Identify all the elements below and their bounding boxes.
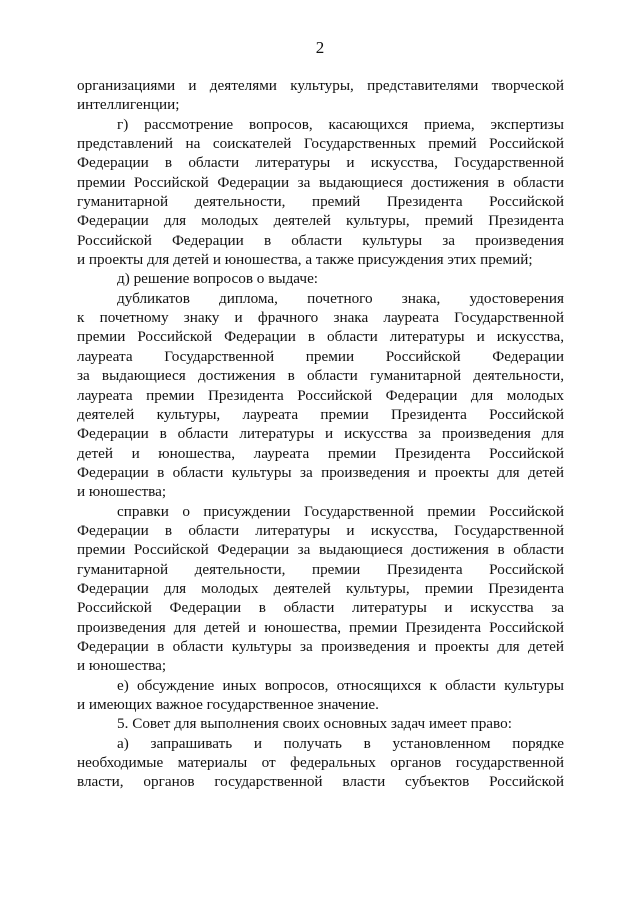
text-line: к почетному знаку и фрачного знака лауреата Государственной: [77, 309, 564, 327]
text-line: и юношества;: [77, 483, 167, 501]
text-line: 5. Совет для выполнения своих основных задач имеет право:: [117, 715, 512, 733]
text-line: д) решение вопросов о выдаче:: [117, 270, 319, 288]
text-line: интеллигенции;: [77, 96, 180, 114]
text-line: Федерации в области культуры за произведения и проекты для детей: [77, 463, 564, 481]
text-line: гуманитарной деятельности, премий Президента Российской: [77, 193, 564, 211]
text-line: необходимые материалы от федеральных органов государственной: [77, 754, 564, 772]
text-line: дубликатов диплома, почетного знака, удостоверения: [117, 289, 564, 307]
text-line: произведения для детей и юношества, премии Президента Российской: [77, 618, 564, 636]
text-line: а) запрашивать и получать в установленном порядке: [117, 734, 564, 752]
text-line: и юношества;: [77, 657, 167, 675]
text-line: и проекты для детей и юношества, а также присуждения этих премий;: [77, 251, 533, 269]
text-line: премии Российской Федерации за выдающиеся достижения в области: [77, 541, 564, 559]
text-line: Федерации в области культуры за произведения и проекты для детей: [77, 637, 564, 655]
text-line: и имеющих важное государственное значение.: [77, 696, 379, 713]
text-line: Федерации для молодых деятелей культуры, премий Президента: [77, 212, 564, 230]
text-line: за выдающиеся достижения в области гуманитарной деятельности,: [77, 367, 564, 385]
text-line: Российской Федерации в области культуры за произведения: [77, 231, 564, 249]
document-body: [77, 76, 564, 792]
text-line: представлений на соискателей Государственных премий Российской: [77, 135, 564, 153]
text-line: организациями и деятелями культуры, представителями творческой: [77, 77, 564, 94]
text-line: премии Российской Федерации за выдающиеся достижения в области: [77, 173, 564, 191]
text-line: Российской Федерации в области литературы и искусства за: [77, 599, 564, 617]
page-number: 2: [315, 38, 325, 57]
text-line: Федерации для молодых деятелей культуры, премии Президента: [77, 579, 564, 597]
text-line: лауреата Государственной премии Российской Федерации: [77, 347, 564, 365]
text-line: Федерации в области литературы и искусства, Государственной: [77, 521, 564, 539]
text-line: е) обсуждение иных вопросов, относящихся к области культуры: [117, 676, 564, 694]
text-line: справки о присуждении Государственной премии Российской: [117, 502, 564, 520]
text-line: лауреата премии Президента Российской Федерации для молодых: [77, 386, 564, 404]
text-line: детей и юношества, лауреата премии Президента Российской: [77, 444, 564, 462]
text-line: г) рассмотрение вопросов, касающихся приема, экспертизы: [117, 115, 564, 133]
text-line: власти, органов государственной власти субъектов Российской: [77, 773, 564, 791]
text-line: Федерации в области литературы и искусства, Государственной: [77, 154, 564, 172]
text-line: деятелей культуры, лауреата премии Президента Российской: [77, 405, 564, 423]
text-line: гуманитарной деятельности, премии Президента Российской: [77, 560, 564, 578]
text-line: премии Российской Федерации в области литературы и искусства,: [77, 328, 564, 346]
text-line: Федерации в области литературы и искусства за произведения для: [77, 425, 564, 443]
